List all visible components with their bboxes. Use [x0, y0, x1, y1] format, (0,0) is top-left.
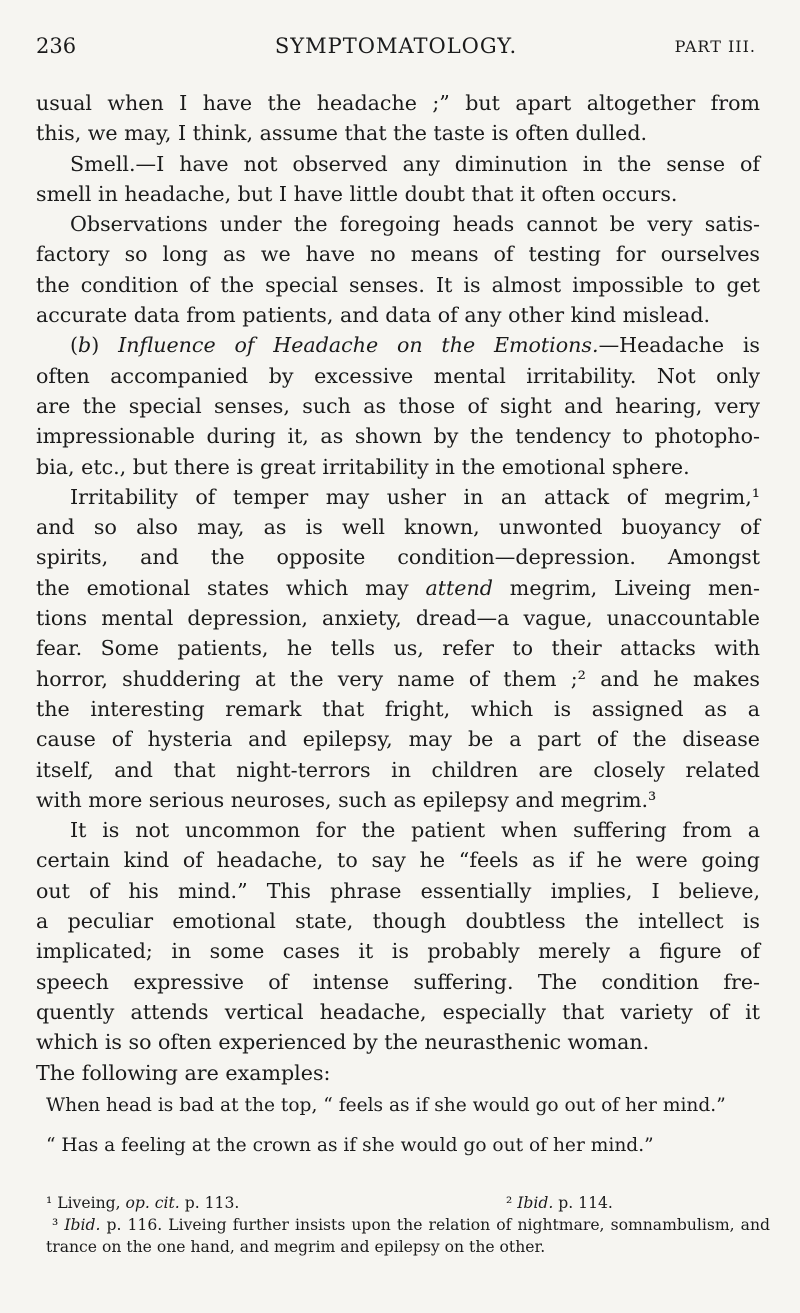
footnotes: [46, 1192, 770, 1258]
text-line: speech expressive of intense suffering. The condition fre-: [36, 969, 760, 994]
page-number: 236: [36, 34, 77, 58]
text-line: smell in headache, but I have little doubt that it often occurs.: [36, 181, 678, 206]
text-line: a peculiar emotional state, though doubtless the intellect is: [36, 909, 760, 934]
text-line: It is not uncommon for the patient when suffering from a: [70, 818, 760, 843]
text-line: factory so long as we have no means of testing for ourselves: [36, 242, 760, 267]
footnote: ¹ Liveing, op. cit. p. 113.: [46, 1194, 240, 1212]
text-line: are the special senses, such as those of sight and hearing, very: [36, 393, 760, 418]
text-line: impressionable during it, as shown by the tendency to photopho-: [36, 424, 760, 449]
text-line: (b) Influence of Headache on the Emotions.—Headache is: [70, 333, 760, 358]
section-heading: (b) Influence of Headache on the Emotions.: [70, 333, 599, 358]
text-line: this, we may, I think, assume that the taste is often dulled.: [36, 121, 648, 146]
text-line: the interesting remark that fright, which is assigned as a: [36, 696, 760, 721]
text-line: implicated; in some cases it is probably merely a figure of: [36, 939, 760, 964]
text-line: which is so often experienced by the neurasthenic woman.: [36, 1030, 650, 1055]
running-title: SYMPTOMATOLOGY.: [274, 34, 518, 58]
text-line: horror, shuddering at the very name of them ;² and he makes: [36, 666, 760, 691]
text-line: the condition of the special senses. It is almost impossible to get: [36, 272, 760, 297]
part-label: PART III.: [674, 37, 756, 56]
text-line: tions mental depression, anxiety, dread—a vague, unaccountable: [36, 606, 760, 631]
text-line: cause of hysteria and epilepsy, may be a part of the disease: [36, 727, 760, 752]
body-text: [36, 88, 760, 1088]
footnote: ³ Ibid. p. 116. Liveing further insists upon the relation of nightmare, somnambulism, and trance on the one hand, and megrim and epilepsy on the other.: [46, 1216, 770, 1256]
text-line: Smell.—I have not observed any diminution in the sense of: [70, 151, 760, 176]
footnote: ² Ibid. p. 114.: [506, 1194, 613, 1212]
text-line: accurate data from patients, and data of any other kind mislead.: [36, 303, 711, 328]
text-line: fear. Some patients, he tells us, refer to their attacks with: [36, 636, 760, 661]
example-quote: When head is bad at the top, “ feels as if she would go out of her mind.”: [46, 1095, 726, 1116]
text-line: and so also may, as is well known, unwonted buoyancy of: [36, 515, 760, 540]
running-header: [36, 34, 756, 64]
example-quote: “ Has a feeling at the crown as if she would go out of her mind.”: [46, 1135, 654, 1156]
text-line: out of his mind.” This phrase essentially implies, I believe,: [36, 878, 760, 903]
text-line: usual when I have the headache ;” but apart altogether from: [36, 91, 760, 115]
text-line: quently attends vertical headache, especially that variety of it: [36, 999, 760, 1024]
text-line: itself, and that night-terrors in children are closely related: [36, 757, 760, 782]
text-line: The following are examples:: [36, 1060, 331, 1085]
text-line: bia, etc., but there is great irritability in the emotional sphere.: [36, 454, 690, 479]
text-line: spirits, and the opposite condition—depression. Amongst: [36, 545, 760, 570]
quoted-examples: [46, 1093, 760, 1159]
text-line: with more serious neuroses, such as epilepsy and megrim.³: [36, 787, 657, 812]
text-line: Observations under the foregoing heads cannot be very satis-: [70, 212, 760, 237]
text-line: certain kind of headache, to say he “feels as if he were going: [36, 848, 760, 873]
text-line: the emotional states which may attend megrim, Liveing men-: [36, 575, 760, 600]
text-line: often accompanied by excessive mental irritability. Not only: [36, 363, 760, 388]
text-line: Irritability of temper may usher in an attack of megrim,¹: [70, 484, 760, 509]
